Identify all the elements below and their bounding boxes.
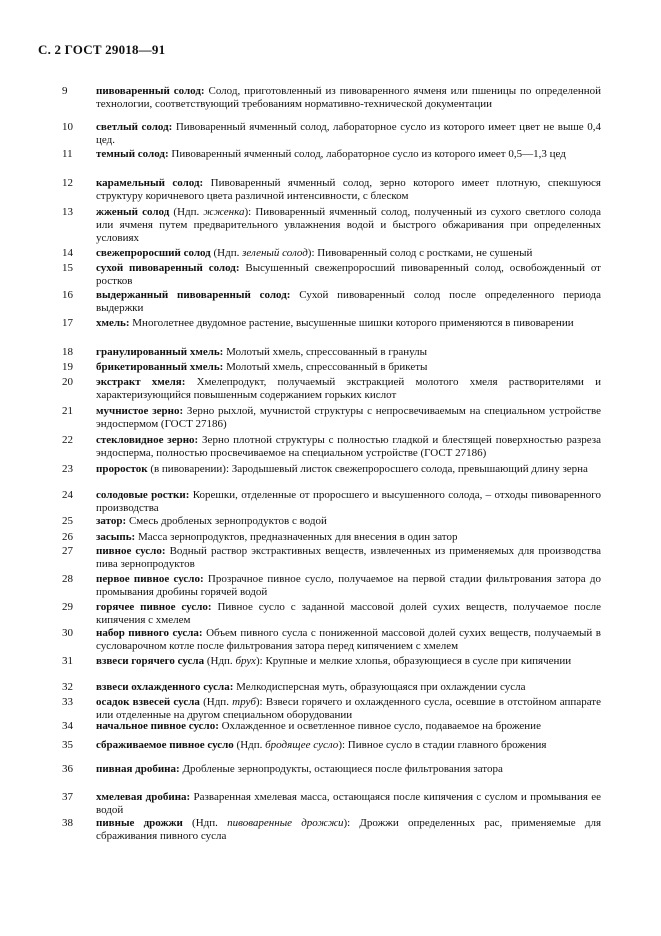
entry-text <box>96 655 601 668</box>
term-definition: Молотый хмель, спрессованный в брикеты <box>223 361 428 373</box>
term-name: мучнистое зерно: <box>96 405 184 417</box>
term-definition: Водный раствор экстрактивных веществ, извлеченных из применяемых для производства пива зернопродуктов <box>96 545 602 570</box>
term-name: набор пивного сусла: <box>96 627 203 639</box>
term-definition: Зерно плотной структуры с полностью гладкой и блестящей поверхностью разреза эндосперма, полностью просвечиваемое на специальном устройстве (ГОСТ 27186) <box>96 434 601 459</box>
term-name: взвеси горячего сусла <box>96 655 205 667</box>
alias-prefix: (Ндп. <box>233 739 266 751</box>
entry-text <box>96 573 601 599</box>
term-definition: Хмелепродукт, получаемый экстракцией молотого хмеля растворителями и характеризующийся повышенным содержанием горьких кислот <box>96 376 601 401</box>
term-name: брикетированный хмель: <box>96 361 224 373</box>
term-definition: Молотый хмель, спрессованный в гранулы <box>223 346 428 358</box>
entry-number: 20 <box>62 376 73 388</box>
entry-text <box>96 531 601 544</box>
entry-text <box>96 121 601 147</box>
entry-text <box>96 247 601 260</box>
entry-text <box>96 739 601 752</box>
term-definition: Высушенный свежепроросший пивоваренный солод, освобожденный от ростков <box>96 262 601 287</box>
entry-text <box>96 791 601 817</box>
entry-number: 26 <box>62 531 73 543</box>
entry-number: 14 <box>62 247 73 259</box>
entry-text <box>96 434 601 460</box>
term-definition: Пивное сусло в стадии главного брожения <box>345 739 547 751</box>
entry-number: 25 <box>62 515 73 527</box>
entry-number: 15 <box>62 262 73 274</box>
term-definition: Дрожжи определенных рас, применяемые для сбраживания пивного сусла <box>96 817 602 842</box>
entry-text <box>96 317 601 330</box>
term-definition: Дробленые зернопродукты, остающиеся после фильтрования затора <box>179 763 503 775</box>
alias-prefix: (Ндп. <box>199 696 233 708</box>
term-name: сухой пивоваренный солод: <box>96 262 240 274</box>
term-definition: Зародышевый листок свежепроросшего солода, превышающий длину зерна <box>229 463 588 475</box>
entry-text <box>96 376 601 402</box>
term-definition: Объем пивного сусла с пониженной массовой долей сухих веществ, получаемый в сусловарочном котле после фильтрования затора перед кипячением с хмелем <box>96 627 601 652</box>
entry-number: 30 <box>62 627 73 639</box>
entry-text <box>96 627 601 653</box>
entry-number: 18 <box>62 346 73 358</box>
term-name: солодовые ростки: <box>96 489 190 501</box>
entry-text <box>96 763 601 776</box>
entry-text <box>96 361 601 374</box>
entry-text <box>96 601 601 627</box>
deprecated-alias: брух <box>235 655 256 667</box>
entry-text <box>96 405 601 431</box>
term-name: хмелевая дробина: <box>96 791 191 803</box>
term-definition: Крупные и мелкие хлопья, образующиеся в сусле при кипячении <box>262 655 572 667</box>
entry-number: 16 <box>62 289 73 301</box>
term-definition: Взвеси горячего и охлажденного сусла, осевшие в отстойном аппарате или отделенные на другом специальном оборудовании <box>96 696 601 721</box>
term-name: выдержанный пивоваренный солод: <box>96 289 291 301</box>
entry-text <box>96 720 601 733</box>
entry-number: 19 <box>62 361 73 373</box>
deprecated-alias: бродящее сусло <box>265 739 339 751</box>
alias-suffix: ): <box>255 655 263 667</box>
alias-prefix: (Ндп. <box>204 655 236 667</box>
term-name: проросток <box>96 463 148 475</box>
term-definition: Пивоваренный ячменный солод, лабораторное сусло из которого имеет 0,5—1,3 цед <box>168 148 566 160</box>
term-name: первое пивное сусло: <box>96 573 204 585</box>
term-name: затор: <box>96 515 127 527</box>
entry-text <box>96 177 601 203</box>
term-name: горячее пивное сусло: <box>96 601 212 613</box>
entry-number: 21 <box>62 405 73 417</box>
entry-text <box>96 262 601 288</box>
entry-number: 28 <box>62 573 73 585</box>
alias-prefix: (в пивоварении): <box>147 463 230 475</box>
page-header: С. 2 ГОСТ 29018—91 <box>38 42 166 57</box>
deprecated-alias: пивоваренные дрожжи <box>227 817 344 829</box>
term-name: жженый солод <box>96 206 170 218</box>
term-definition: Многолетнее двудомное растение, высушенные шишки которого применяются в пивоварении <box>129 317 574 329</box>
alias-prefix: (Ндп. <box>182 817 228 829</box>
entry-number: 31 <box>62 655 73 667</box>
entry-number: 10 <box>62 121 73 133</box>
term-name: осадок взвесей сусла <box>96 696 200 708</box>
term-definition: Солод, приготовленный из пивоваренного ячменя или пшеницы по определенной технологии, соответствующий требованиям нормативно-технической документации <box>96 85 601 110</box>
term-definition: Масса зернопродуктов, предназначенных для внесения в один затор <box>135 531 458 543</box>
term-name: карамельный солод: <box>96 177 204 189</box>
entry-number: 17 <box>62 317 73 329</box>
entry-number: 33 <box>62 696 73 708</box>
term-definition: Охлажденное и осветленное пивное сусло, подаваемое на брожение <box>218 720 541 732</box>
entry-text <box>96 463 601 476</box>
entry-text <box>96 346 601 359</box>
term-definition: Мелкодисперсная муть, образующаяся при охлаждении сусла <box>233 681 526 693</box>
alias-suffix: ): <box>307 247 315 259</box>
entry-number: 35 <box>62 739 73 751</box>
term-definition: Пивоваренный солод с ростками, не сушеный <box>314 247 533 259</box>
term-definition: Пивоваренный ячменный солод, зерно которого имеет плотную, спекшуюся структуру коричневого цвета различной интенсивности, с блеском <box>96 177 601 202</box>
term-name: пивные дрожжи <box>96 817 183 829</box>
entry-text <box>96 681 601 694</box>
entry-number: 37 <box>62 791 73 803</box>
entry-number: 9 <box>62 85 68 97</box>
entry-text <box>96 289 601 315</box>
term-name: начальное пивное сусло: <box>96 720 219 732</box>
term-definition: Корешки, отделенные от проросшего и высушенного солода, – отходы пивоваренного производства <box>96 489 601 514</box>
term-name: темный солод: <box>96 148 169 160</box>
entry-number: 12 <box>62 177 73 189</box>
alias-suffix: ): <box>255 696 263 708</box>
alias-prefix: (Ндп. <box>210 247 243 259</box>
term-definition: Смесь дробленых зернопродуктов с водой <box>126 515 327 527</box>
entry-text <box>96 489 601 515</box>
entry-number: 22 <box>62 434 73 446</box>
deprecated-alias: жженка <box>203 206 245 218</box>
entry-text <box>96 148 601 161</box>
term-definition: Пивоваренный ячменный солод, полученный из сухого светлого солода или ячменя путем предварительного увлажнения водой и быстрого обжаривания при определенных условиях <box>96 206 601 244</box>
entry-number: 27 <box>62 545 73 557</box>
term-definition: Зерно рыхлой, мучнистой структуры с непросвечиваемым на специальном устройстве эндоспермом (ГОСТ 27186) <box>96 405 601 430</box>
term-name: свежепроросший солод <box>96 247 211 259</box>
term-name: пивная дробина: <box>96 763 180 775</box>
alias-prefix: (Ндп. <box>169 206 204 218</box>
term-name: светлый солод: <box>96 121 173 133</box>
entry-number: 32 <box>62 681 73 693</box>
entry-number: 23 <box>62 463 73 475</box>
entry-number: 24 <box>62 489 73 501</box>
term-name: пивоваренный солод: <box>96 85 205 97</box>
term-definition: Сухой пивоваренный солод после определенного периода выдержки <box>96 289 601 314</box>
entry-number: 11 <box>62 148 73 160</box>
entry-text <box>96 545 601 571</box>
term-name: экстракт хмеля: <box>96 376 186 388</box>
entry-text <box>96 206 601 244</box>
term-name: взвеси охлажденного сусла: <box>96 681 234 693</box>
entry-number: 38 <box>62 817 73 829</box>
alias-suffix: ): <box>244 206 252 218</box>
entry-text <box>96 696 601 722</box>
entry-number: 36 <box>62 763 73 775</box>
deprecated-alias: зеленый солод <box>242 247 308 259</box>
term-name: хмель: <box>96 317 130 329</box>
term-name: гранулированный хмель: <box>96 346 224 358</box>
deprecated-alias: труб <box>232 696 256 708</box>
entry-number: 34 <box>62 720 73 732</box>
entry-text <box>96 85 601 111</box>
entry-text <box>96 817 601 843</box>
alias-suffix: ): <box>338 739 346 751</box>
term-name: сбраживаемое пивное сусло <box>96 739 234 751</box>
term-name: засыпь: <box>96 531 136 543</box>
term-definition: Прозрачное пивное сусло, получаемое на первой стадии фильтрования затора до промывания дробины горячей водой <box>96 573 601 598</box>
term-definition: Пивоваренный ячменный солод, лабораторное сусло из которого имеет цвет не выше 0,4 цед. <box>96 121 601 146</box>
term-definition: Разваренная хмелевая масса, остающаяся после кипячения с суслом и промывания ее водой <box>96 791 601 816</box>
term-definition: Пивное сусло с заданной массовой долей сухих веществ, получаемое после кипячения с хмелем <box>96 601 601 626</box>
entry-number: 13 <box>62 206 73 218</box>
term-name: пивное сусло: <box>96 545 166 557</box>
entry-text <box>96 515 601 528</box>
alias-suffix: ): <box>343 817 351 829</box>
term-name: стекловидное зерно: <box>96 434 199 446</box>
entry-number: 29 <box>62 601 73 613</box>
